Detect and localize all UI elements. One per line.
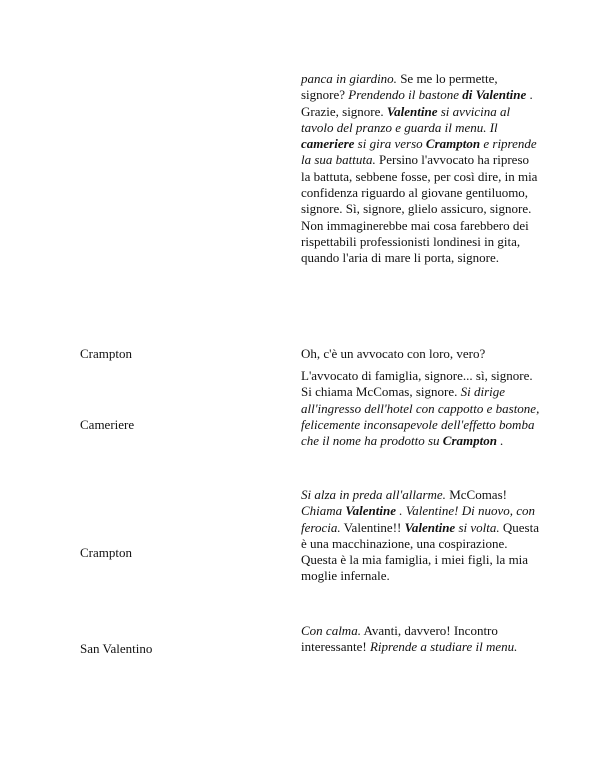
speech-text-4 (301, 487, 541, 585)
stage-direction: Si alza in preda all'allarme. (301, 487, 446, 502)
stage-direction: . Valentine! (396, 503, 462, 519)
speech-block-1 (301, 71, 541, 267)
stage-direction: e riprende la sua battuta. (301, 136, 537, 168)
stage-direction: Si dirige all'ingresso dell'hotel con cappotto e bastone, felicemente inconsapevole dell'effetto bomba che il nome ha prodotto su (301, 384, 540, 449)
dialogue-text: Oh, c'è un avvocato con loro, vero? (301, 346, 486, 361)
dialogue-text: . Grazie, signore. (301, 87, 533, 119)
stage-direction: Riprende a studiare il menu. (369, 639, 518, 655)
speech-block-3 (301, 368, 541, 449)
character-name: cameriere (301, 136, 355, 152)
character-name: Valentine (404, 519, 456, 535)
speech-text-5 (301, 623, 541, 656)
character-name: Valentine (345, 503, 396, 519)
speech-block-5 (301, 623, 541, 656)
stage-direction: si avvicina al tavolo del pranzo e guarda il menu. Il (301, 103, 511, 135)
speech-block-4 (301, 487, 541, 585)
speaker-name: Crampton (80, 346, 132, 361)
dialogue-text: Questa è una macchinazione, una cospirazione. Questa è la mia famiglia, i miei figli, la mia moglie infernale. (301, 519, 539, 584)
stage-direction: Di nuovo, con ferocia. (301, 503, 536, 535)
dialogue-text: Valentine!! (340, 519, 405, 535)
character-name: Crampton (442, 433, 497, 449)
stage-direction: si volta. (455, 519, 500, 535)
dialogue-text: Persino l'avvocato ha ripreso la battuta, sebbene fosse, per così dire, in mia confidenza riguardo al giovane gentiluomo, signore. Sì, signore, glielo assicuro, signore. Non immaginerebbe mai cosa farebbero dei rispettabili professionisti londinesi in gita, quando l'aria di mare li porta, signore. (301, 152, 538, 266)
stage-direction: panca in giardino. (301, 71, 397, 86)
stage-direction: Prendendo il bastone (348, 87, 463, 103)
stage-direction: . (496, 433, 504, 449)
stage-direction: si gira verso (354, 136, 426, 152)
character-name: Valentine (386, 103, 438, 119)
speaker-name: San Valentino (80, 641, 153, 656)
dialogue-text: McComas! (445, 487, 507, 502)
speech-text-2 (301, 346, 541, 362)
stage-direction: Con calma. (301, 623, 361, 638)
speech-block-2 (301, 346, 541, 362)
stage-direction: Chiama (301, 503, 346, 519)
speech-text-1 (301, 71, 541, 267)
character-name: di Valentine (462, 87, 527, 103)
speech-text-3 (301, 368, 541, 449)
dialogue-text: Se me lo permette, signore? (301, 71, 498, 103)
speaker-name: Crampton (80, 545, 132, 560)
dialogue-text: Avanti, davvero! Incontro interessante! (301, 623, 498, 655)
dialogue-text: L'avvocato di famiglia, signore... sì, signore. Si chiama McComas, signore. (301, 368, 533, 400)
character-name: Crampton (425, 136, 481, 152)
speaker-name: Cameriere (80, 417, 135, 432)
